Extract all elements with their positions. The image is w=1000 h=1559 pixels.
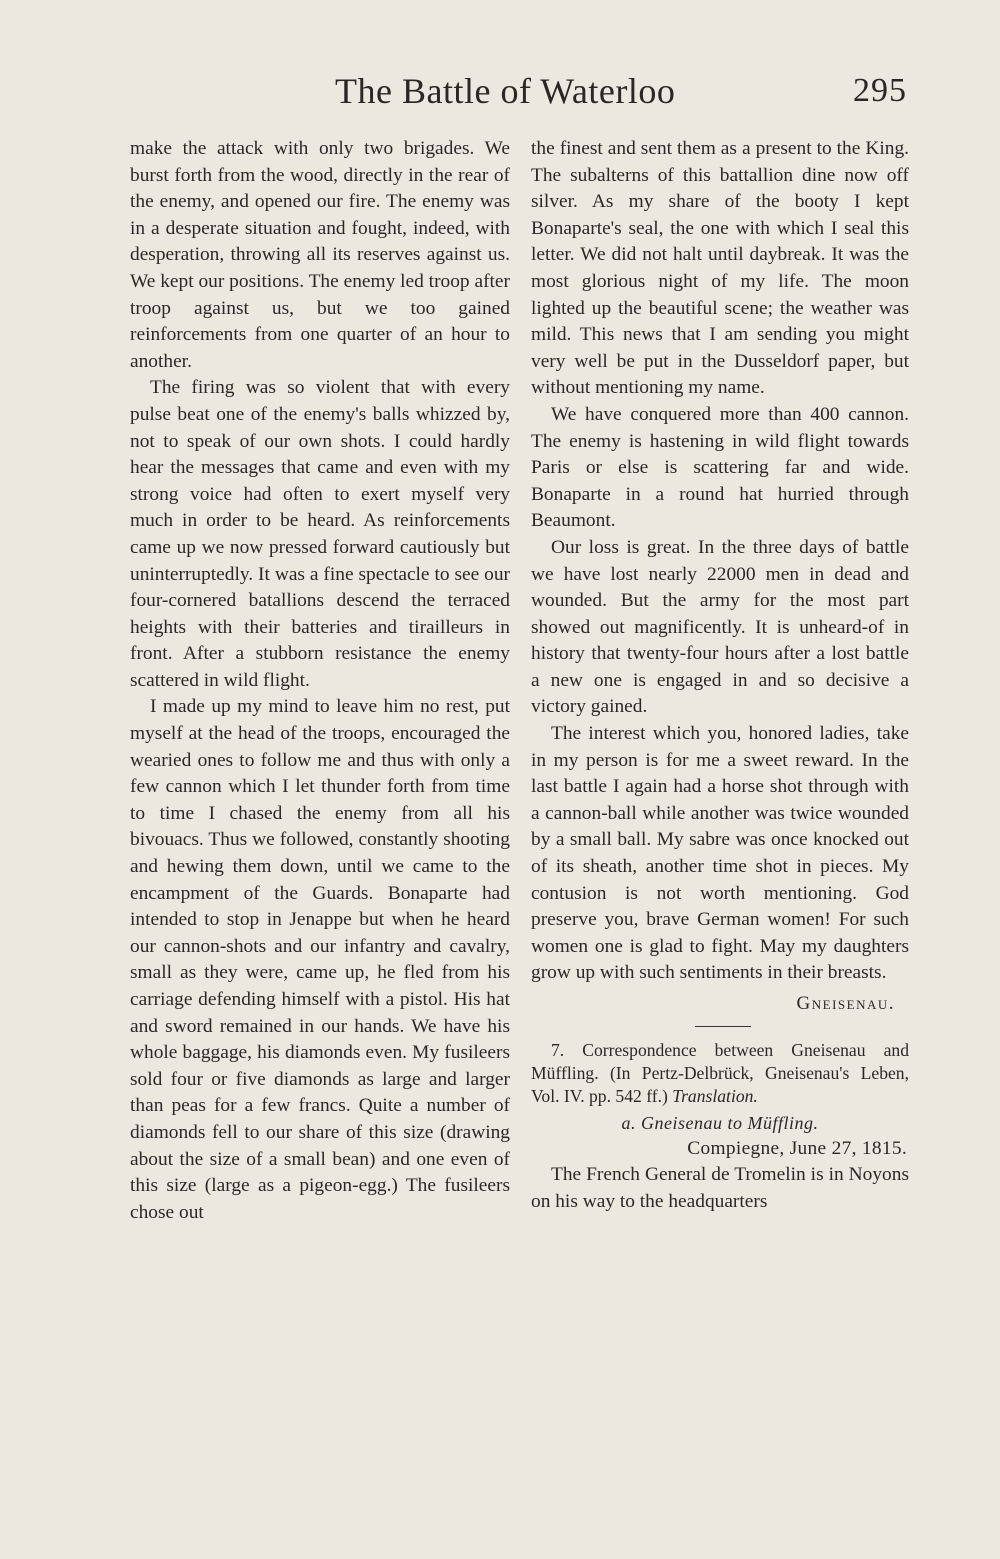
right-column	[531, 136, 909, 1216]
dateline: Compiegne, June 27, 1815.	[687, 1137, 907, 1159]
letter-heading: a. Gneisenau to Müffling.	[621, 1112, 819, 1133]
paragraph: The interest which you, honored ladies, take in my person is for me a sweet reward. In the last battle I again had a horse shot through with a cannon-ball while another was twice wounded by a small ball. My sabre was once knocked out of its sheath, another time shot in pieces. My contusion is not worth mentioning. God preserve you, brave German women! For such women one is glad to fight. May my daughters grow up with such sentiments in their breasts.	[531, 723, 909, 984]
running-head	[125, 70, 915, 120]
section-intro	[531, 1039, 909, 1109]
paragraph: Our loss is great. In the three days of battle we have lost nearly 22000 men in dead and wounded. But the army for the most part showed out magnificently. It is unheard-of in history that twenty-four hours after a lost battle a new one is engaged in and so decisive a victory gained.	[531, 536, 909, 718]
left-column	[130, 136, 510, 1226]
page-number: 295	[853, 72, 907, 109]
translation-label: Translation.	[672, 1086, 758, 1107]
running-title: The Battle of Waterloo	[335, 71, 676, 111]
paragraph: the finest and sent them as a present to the King. The subalterns of this battallion dine now off silver. As my share of the booty I kept Bonaparte's seal, the one with which I seal this letter. We did not halt until daybreak. It was the most glorious night of my life. The moon lighted up the beautiful scene; the weather was mild. This news that I am sending you might very well be put in the Dusseldorf paper, but without mentioning my name.	[531, 138, 909, 399]
signature: Gneisenau.	[796, 993, 895, 1014]
paragraph: I made up my mind to leave him no rest, put myself at the head of the troops, encouraged the wearied ones to follow me and thus with only a few cannon which I let thunder forth from time to time I chased the enemy from all his bivouacs. Thus we followed, constantly shooting and hewing them down, until we came to the encampment of the Guards. Bonaparte had intended to stop in Jenappe but when he heard our cannon-shots and our infantry and cavalry, small as they were, came up, he fled from his carriage defending himself with a pistol. His hat and sword remained in our hands. We have his whole baggage, his diamonds even. My fusileers sold four or five diamonds as large and larger than peas for a few francs. Quite a number of diamonds fell to our share of this size (drawing about the size of a small bean) and one even of this size (large as a pigeon-egg.) The fusileers chose out	[130, 696, 510, 1223]
paragraph: The firing was so violent that with every pulse beat one of the enemy's balls whizzed by, not to speak of our own shots. I could hardly hear the messages that came and even with my strong voice had often to exert myself very much in order to be heard. As reinforcements came up we now pressed forward cautiously but uninterruptedly. It was a fine spectacle to see our four-cornered batallions descend the terraced heights with their batteries and tirailleurs in front. After a stubborn resistance the enemy scattered in wild flight.	[130, 377, 510, 691]
paragraph: The French General de Tromelin is in Noyons on his way to the headquarters	[531, 1164, 909, 1212]
section-intro-text: 7. Correspondence between Gneisenau and Müffling. (In Pertz-Delbrück, Gneisenau's Leben, Vol. IV. pp. 542 ff.)	[531, 1039, 909, 1107]
paragraph: make the attack with only two brigades. We burst forth from the wood, directly in the rear of the enemy, and opened our fire. The enemy was in a desperate situation and fought, indeed, with desperation, throwing all its reserves against us. We kept our positions. The enemy led troop after troop against us, but we too gained reinforcements from one quarter of an hour to another.	[130, 138, 510, 372]
paragraph: We have conquered more than 400 cannon. The enemy is hastening in wild flight towards Paris or else is scattering far and wide. Bonaparte in a round hat hurried through Beaumont.	[531, 403, 909, 532]
section-rule	[695, 1026, 751, 1027]
